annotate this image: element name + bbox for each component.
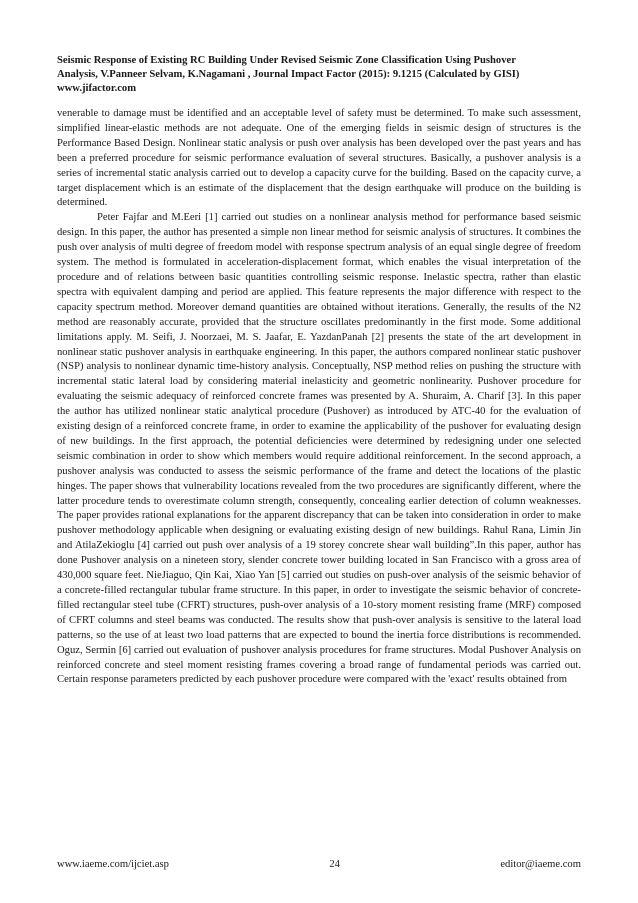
page-footer [57, 858, 581, 872]
running-header [57, 54, 581, 96]
footer-website: www.iaeme.com/ijciet.asp [57, 859, 169, 870]
page-number: 24 [329, 859, 340, 870]
paragraph-continuation: venerable to damage must be identified and an acceptable level of safety must be determined. To make such assessment, simplified linear-elastic methods are not adequate. One of the emerging fields in seismic design of structures is the Performance Based Design. Nonlinear static analysis or push over analysis has been developed over the past years and has been a preferred procedure for seismic performance evaluation of several structures. Basically, a pushover analysis is a series of incremental static analysis carried out to develop a capacity curve for the building. Based on the capacity curve, a target displacement which is an estimate of the displacement that the design earthquake will produce on the building is determined. [57, 108, 581, 209]
header-line-website: www.jifactor.com [57, 83, 137, 95]
header-line-citation: Analysis, V.Panneer Selvam, K.Nagamani , Journal Impact Factor (2015): 9.1215 (Calculated by GISI) [57, 69, 520, 81]
paragraph-literature-review: Peter Fajfar and M.Eeri [1] carried out studies on a nonlinear analysis method for performance based seismic design. In this paper, the author has presented a simple non linear method for seismic analysis of structures. It combines the push over analysis of multi degree of freedom model with response spectrum analysis of an equal single degree of freedom system. The method is formulated in acceleration-displacement format, which enables the visual interpretation of the procedure and of relations between basic quantities controlling seismic response. Inelastic spectra, rather than elastic spectra with equivalent damping and period are applied. This feature represents the major difference with respect to the capacity spectrum method. Moreover demand quantities are obtained without iterations. Generally, the results of the N2 method are reasonably accurate, provided that the structure oscillates predominantly in the first mode. Some additional limitations apply. M. Seifi, J. Noorzaei, M. S. Jaafar, E. YazdanPanah [2] presents the state of the art development in nonlinear static pushover analysis in earthquake engineering. In this paper, the authors compared nonlinear static pushover (NSP) analysis to nonlinear dynamic time-history analysis. Conceptually, NSP method relies on pushing the structure with incremental static lateral load by considering material inelasticity and geometric nonlinearity. Pushover procedure for evaluating the seismic adequacy of reinforced concrete frames was presented by A. Shuraim, A. Charif [3]. In this paper the author has utilized nonlinear static analytical procedure (Pushover) as introduced by ATC-40 for the evaluation of existing design of a reinforced concrete frame, in order to examine the applicability of the pushover for evaluating design of new buildings. In the first approach, the potential deficiencies were determined by redesigning under one selected seismic combination in order to show which members would require additional reinforcement. In the second approach, a pushover analysis was conducted to assess the seismic performance of the frame and detect the locations of the plastic hinges. The paper shows that vulnerability locations revealed from the two procedures are significantly different, where the latter procedure tends to overestimate column strength, consequently, concealing earlier detection of column weaknesses. The paper provides rational explanations for the apparent discrepancy that can be taken into consideration in order to make pushover methodology applicable when designing or evaluating existing design of new buildings. Rahul Rana, Limin Jin and AtilaZekioglu [4] carried out push over analysis of a 19 storey concrete shear wall building”.In this paper, author has done Pushover analysis on a nineteen story, slender concrete tower building located in San Francisco with a gross area of 430,000 square feet. NieJiaguo, Qin Kai, Xiao Yan [5] carried out studies on push-over analysis of the seismic behavior of a concrete-filled rectangular tubular frame structure. In this paper, in order to investigate the seismic behavior of concrete-filled rectangular steel tube (CFRT) structures, push-over analysis of a 10-story moment resisting frame (MRF) composed of CFRT columns and steel beams was conducted. The results show that push-over analysis is sensitive to the lateral load patterns, so the use of at least two load patterns that are expected to bound the inertia force distributions is recommended. Oguz, Sermin [6] carried out evaluation of pushover analysis procedures for frame structures. Modal Pushover Analysis on reinforced concrete and steel moment resisting frames covering a broad range of fundamental periods was carried out. Certain response parameters predicted by each pushover procedure were compared with the 'exact' results obtained from [57, 212, 581, 686]
footer-email: editor@iaeme.com [500, 859, 581, 870]
body-text [57, 107, 581, 688]
header-line-title: Seismic Response of Existing RC Building Under Revised Seismic Zone Classification Using Pushover [57, 55, 516, 66]
